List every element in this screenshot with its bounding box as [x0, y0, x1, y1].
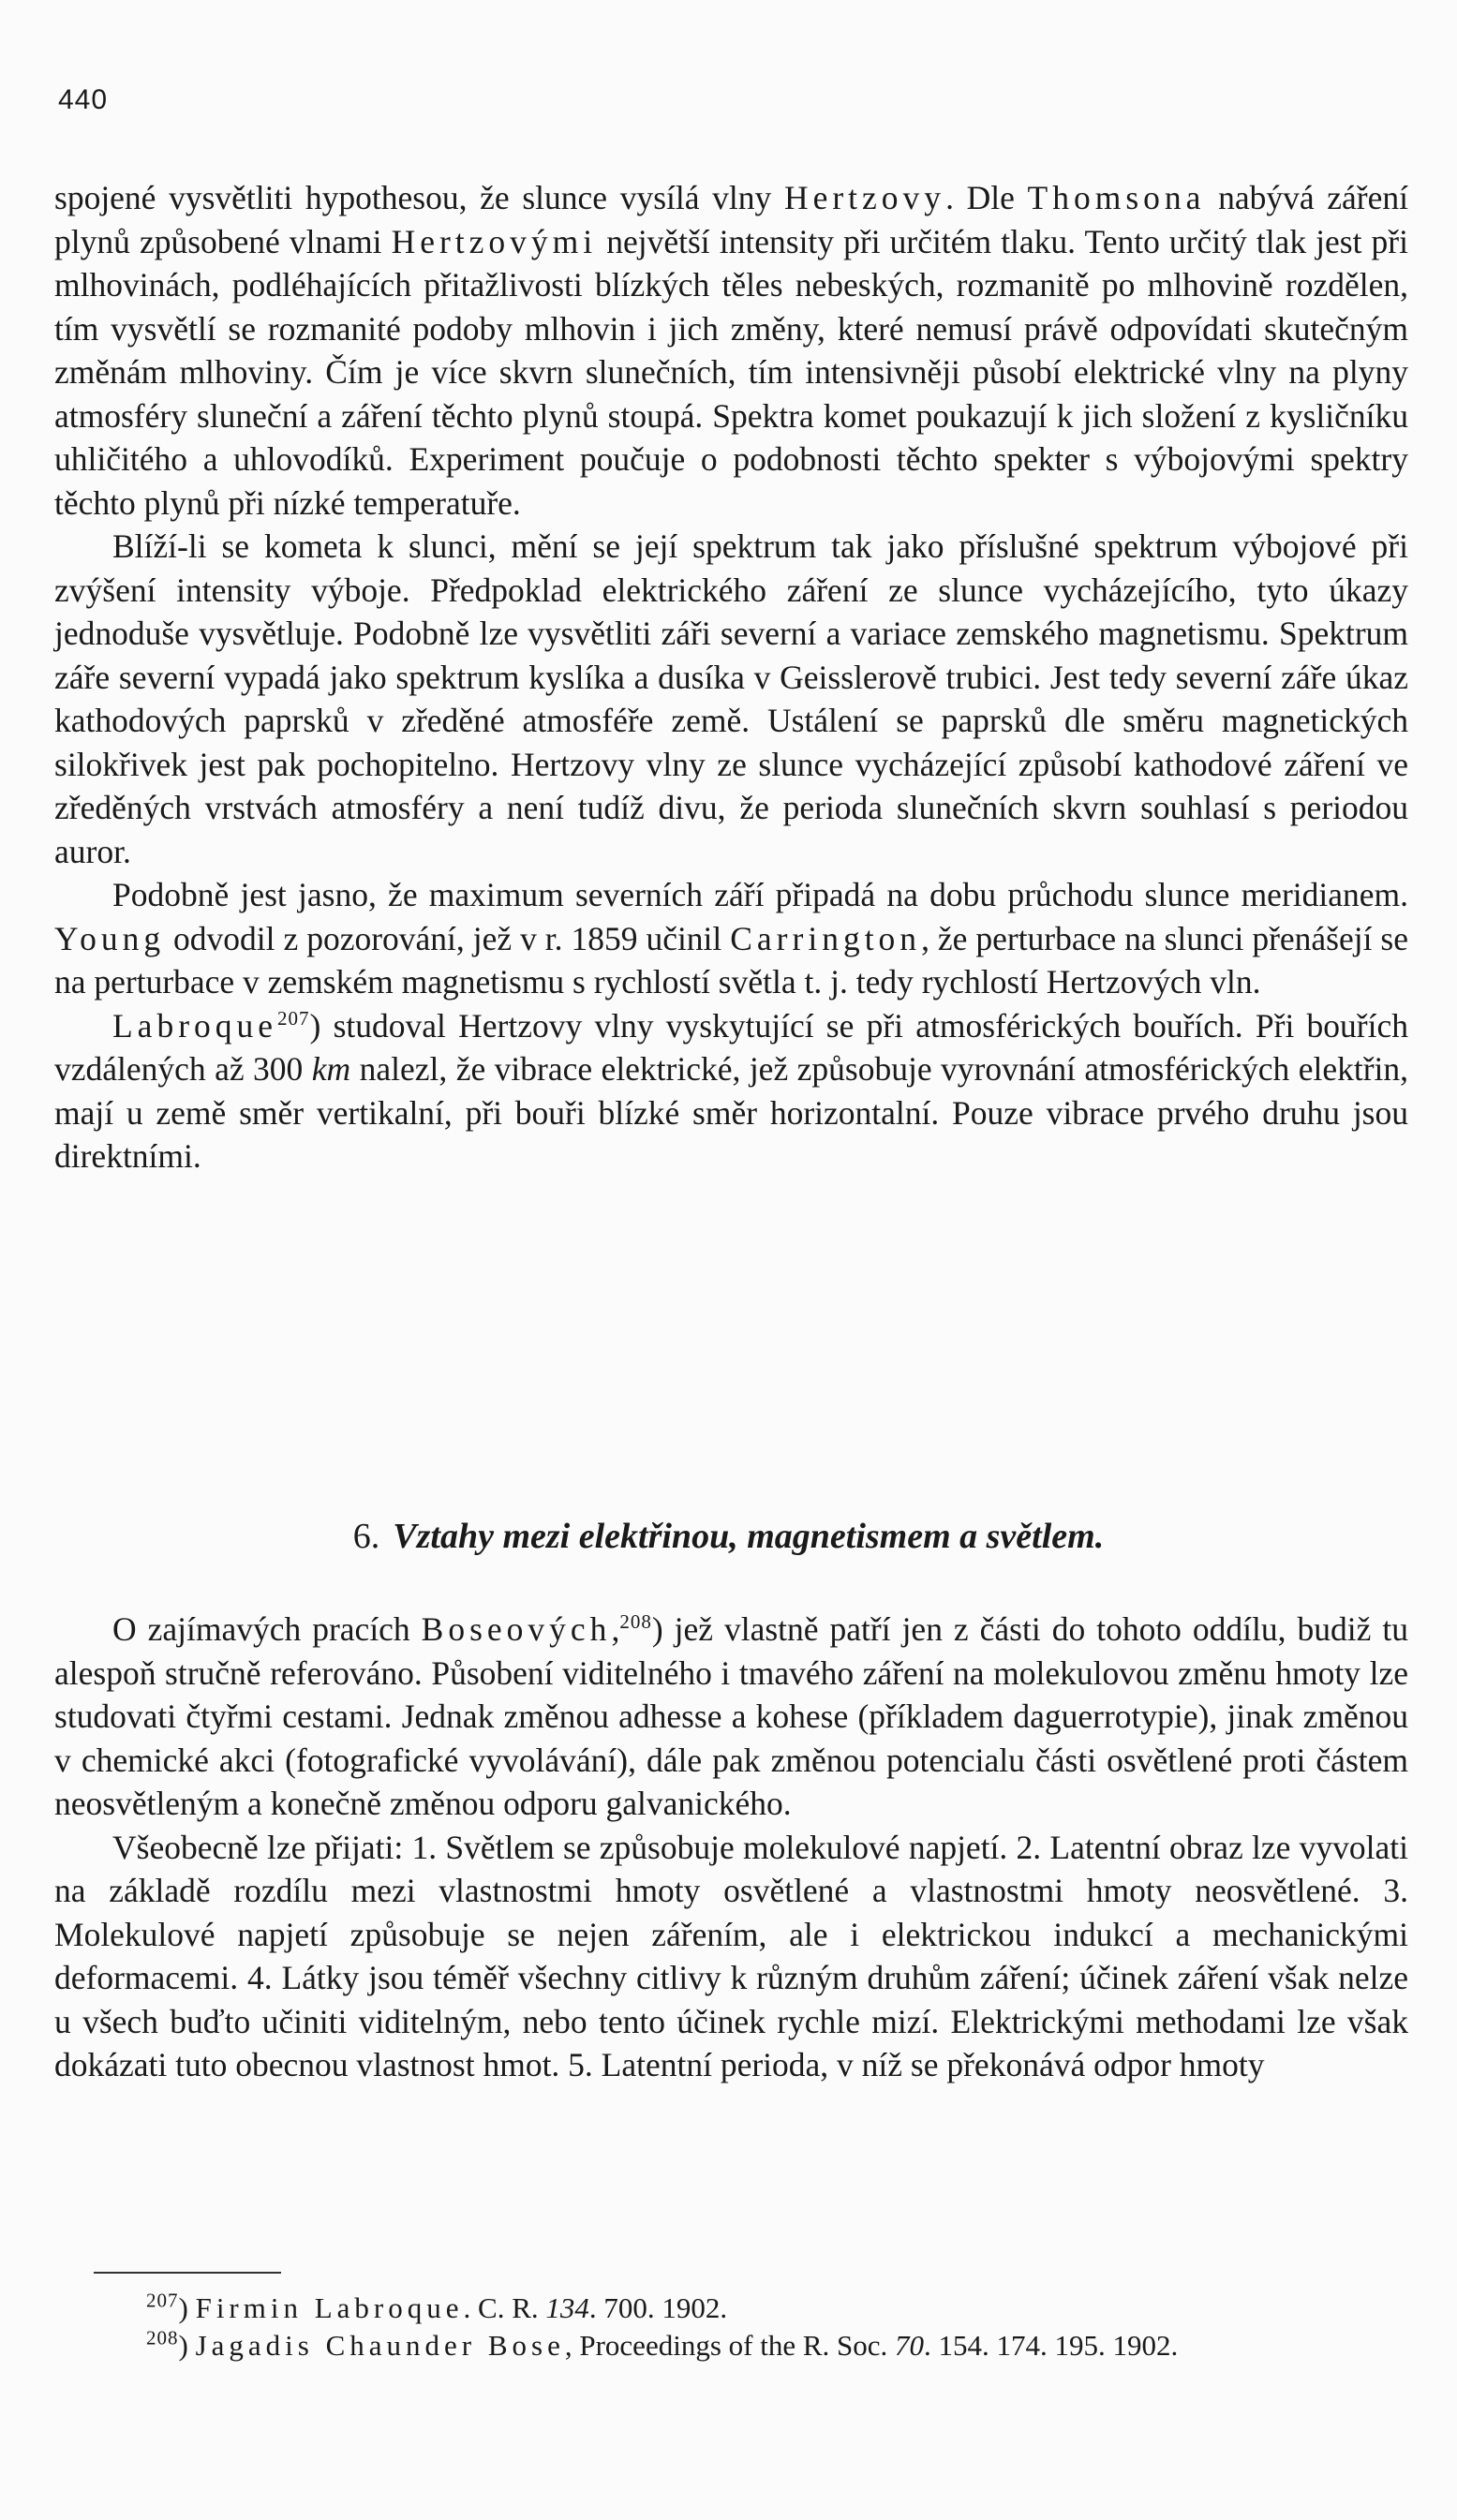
- unit-km: km: [311, 1050, 351, 1088]
- paragraph-comet-spectrum: Blíží-li se kometa k slunci, mění se její spektrum tak jako příslušné spektrum výbojové při zvýšení intensity výboje. Předpoklad elektrického záření ze slunce vycházejícího, tyto úkazy jednoduše vysvětluje. Podobně lze vysvětliti záři severní a variace zemského magnetismu. Spektrum záře severní vypadá jako spektrum kyslíka a dusíka v Geisslerově trubici. Jest tedy severní záře úkaz kathodových paprsků v zředěné atmosféře země. Ustálení se paprsků dle směru magnetických silokřivek jest pak pochopitelno. Hertzovy vlny ze slunce vycházející způsobí kathodové záření ve zředěných vrstvách atmosféry a není tudíž divu, že perioda slunečních skvrn souhlasí s periodou auror.: [54, 527, 1408, 870]
- paragraph-labroque: Labroque$^{207}$) studoval Hertzovy vlny vyskytující se při atmosférických bouřích. Při bouřích vzdálených až 300 km nalezl, že vibrace elektrické, jež způsobuje vyrovnání atmosférických elektřin, mají u země směr vertikalní, při bouři blízké směr horizontalní. Pouze vibrace prvého druhu jsou direktními.: [54, 1006, 1408, 1175]
- author-name: Jagadis Chaunder Bose: [195, 2329, 565, 2362]
- section-heading: [0, 1516, 1457, 1557]
- author-name: Thomsona: [1027, 179, 1206, 216]
- paragraph-hertz-waves: spojené vysvětliti hypothesou, že slunce vysílá vlny Hertzovy. Dle Thomsona nabývá záření plynů způsobené vlnami Hertzovými největší intensity při určitém tlaku. Tento určitý tlak jest při mlhovinách, podléhajících přitažlivosti blízkých těles nebeských, rozmanitě po mlhovině rozdělen, tím vysvětlí se rozmanité podoby mlhovin i jich změny, které nemusí právě odpovídati skutečným změnám mlhoviny. Čím je více skvrn slunečních, tím intensivněji působí elektrické vlny na plyny atmosféry sluneční a záření těchto plynů stoupá. Spektra komet poukazují k jich složení z kysličníku uhličitého a uhlovodíků. Experiment poučuje o podobnosti těchto spekter s výbojovými spektry těchto plynů při nízké temperatuře.: [54, 179, 1408, 522]
- footnote-208: $^{208}$) Jagadis Chaunder Bose, Proceedings of the R. Soc. 70. 154. 174. 195. 1902.: [146, 2326, 1179, 2362]
- paragraph-general-laws: Všeobecně lze přijati: 1. Světlem se způsobuje molekulové napjetí. 2. Latentní obraz lze vyvolati na základě rozdílu mezi vlastnostmi hmoty osvětlené a vlastnostmi hmoty neosvětlené. 3. Molekulové napjetí způsobuje se nejen zářením, ale i elektrickou indukcí a mechanickými deformacemi. 4. Látky jsou téměř všechny citlivy k různým druhům záření; účinek záření však nelze u všech buďto učiniti viditelným, nebo tento účinek rychle mizí. Elektrickými methodami lze však dokázati tuto obecnou vlastnost hmot. 5. Latentní perioda, v níž se překonává odpor hmoty: [54, 1828, 1408, 2083]
- author-name: Boseových: [421, 1610, 612, 1648]
- author-name: Carrington: [730, 919, 922, 957]
- footnote-number: 208: [146, 2326, 179, 2350]
- author-name: Hertzovy: [783, 179, 946, 216]
- volume-number: 134: [545, 2291, 589, 2324]
- body-text-upper: [54, 176, 1408, 1178]
- paragraph-bose: O zajímavých pracích Boseových,$^{208}$) jež vlastně patří jen z části do tohoto oddílu, budiž tu alespoň stručně referováno. Působení viditelného i tmavého záření na molekulovou změnu hmoty lze studovati čtyřmi cestami. Jednak změnou adhesse a kohese (příkladem daguerrotypie), jinak změnou v chemické akci (fotografické vyvolávání), dále pak změnou potencialu části osvětlené proti částem neosvětleným a konečně změnou odporu galvanického.: [54, 1610, 1408, 1822]
- footnote-207: $^{207}$) Firmin Labroque. C. R. 134. 700. 1902.: [146, 2289, 728, 2324]
- author-name: Young: [54, 919, 166, 957]
- footnote-number: 207: [146, 2289, 179, 2312]
- footnote-ref: 208: [619, 1610, 652, 1634]
- author-name: Hertzovými: [391, 222, 598, 260]
- section-number: 6.: [352, 1517, 380, 1556]
- author-name: Labroque: [112, 1006, 278, 1045]
- footnote-ref: 207: [277, 1006, 310, 1030]
- volume-number: 70: [895, 2329, 924, 2362]
- page-number: 440: [58, 84, 109, 115]
- section-title: Vztahy mezi elektřinou, magnetismem a světlem.: [393, 1517, 1105, 1556]
- footnotes: [54, 2290, 1404, 2364]
- paragraph-aurora-maximum: Podobně jest jasno, že maximum severních září připadá na dobu průchodu slunce meridianem. Young odvodil z pozorování, jež v r. 1859 učinil Carrington, že perturbace na slunci přenášejí se na perturbace v zemském magnetismu s rychlostí světla t. j. tedy rychlostí Hertzových vln.: [54, 876, 1408, 1001]
- footnote-divider: [94, 2272, 281, 2274]
- author-name: Firmin Labroque: [195, 2291, 464, 2324]
- body-text-lower: [54, 1608, 1408, 2087]
